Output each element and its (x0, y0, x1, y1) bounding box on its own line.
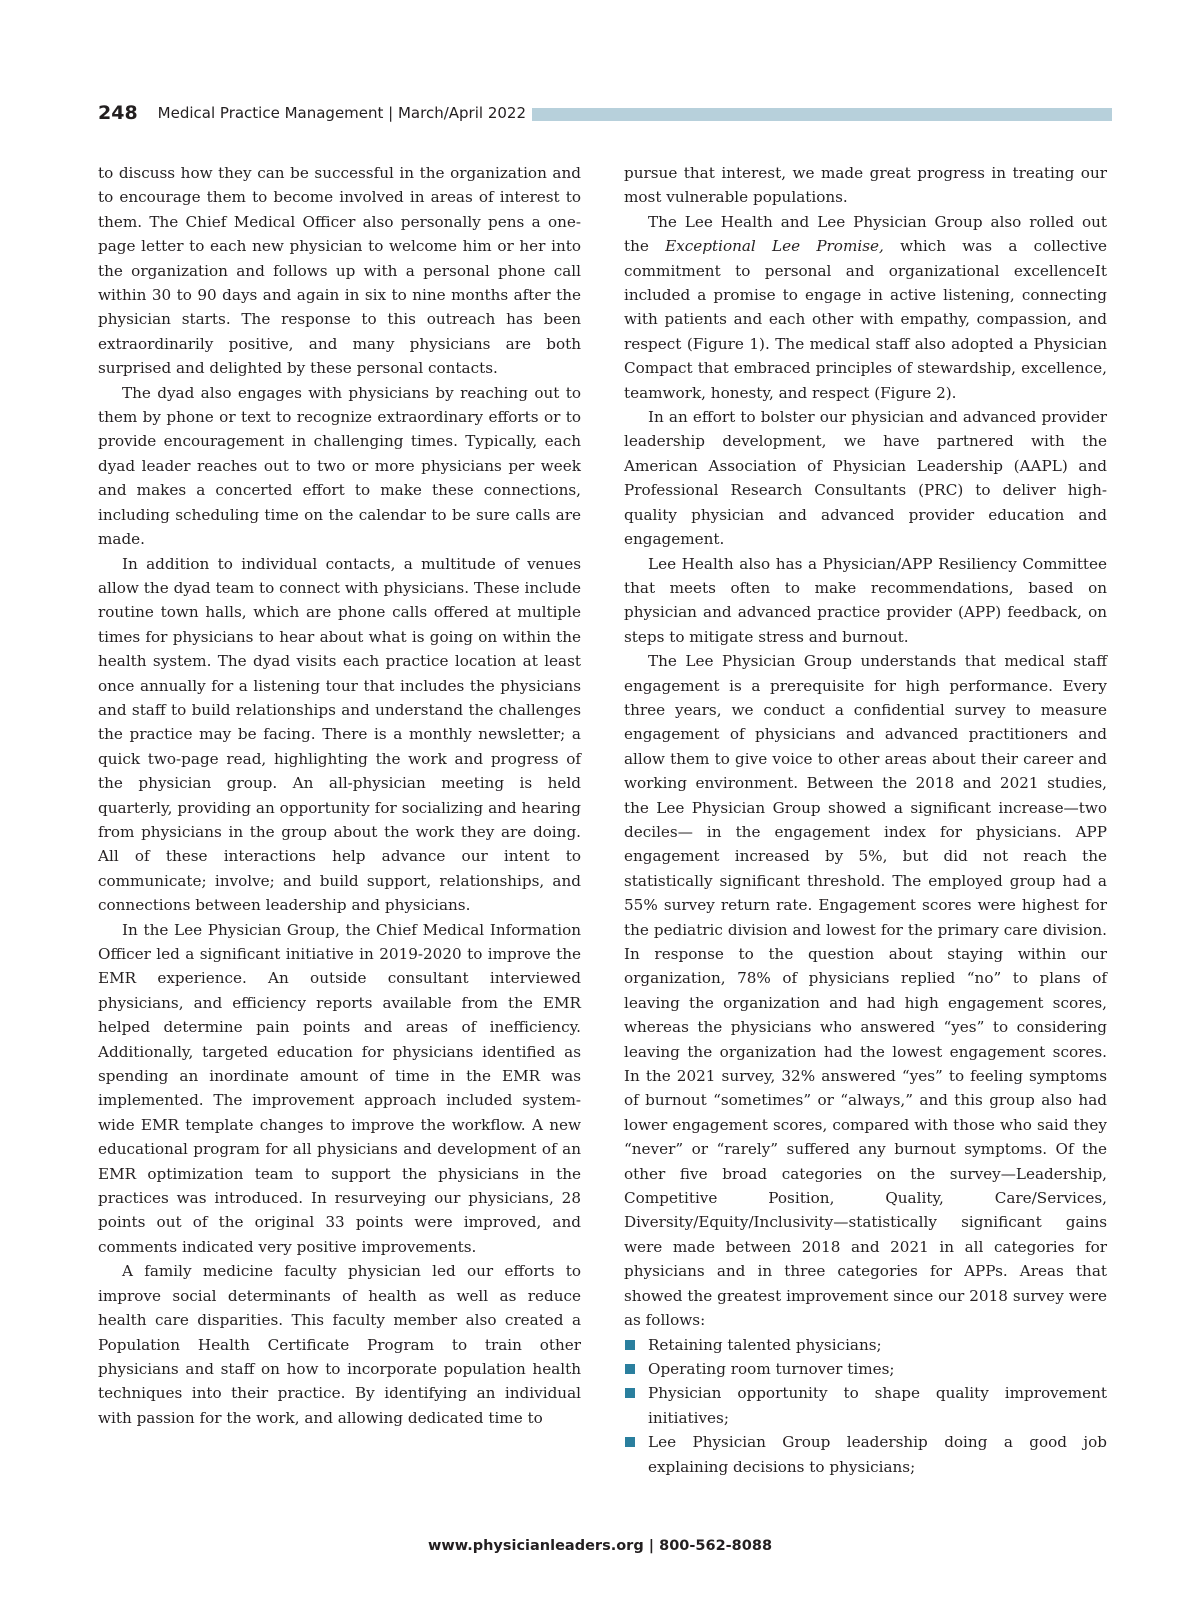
square-bullet-icon (625, 1437, 635, 1447)
list-item-text: Operating room turnover times; (648, 1359, 895, 1378)
list-item-text: Retaining talented physicians; (648, 1335, 882, 1354)
header-rule (532, 108, 1112, 121)
list-item (624, 1430, 1107, 1479)
right-column (624, 161, 1107, 1479)
page-number: 248 (98, 102, 138, 124)
right-paragraph-2-end: which was a collective commitment to personal and organizational excellenceIt included a promise to engage in active listening, connecting with patients and each other with empathy, compassion, and respect (Figure 1). The medical staff also adopted a Physician Compact that embraced principles of stewardship, excellence, teamwork, honesty, and respect (Figure 2). (624, 237, 1108, 402)
left-paragraph-2: The dyad also engages with physicians by reaching out to them by phone or text to recognize extraordinary efforts or to provide encouragement in challenging times. Typically, each dyad leader reaches out to two or more physicians per week and makes a concerted effort to make these connections, including scheduling time on the calendar to be sure calls are made. (98, 383, 581, 549)
exceptional-lee-promise-title: Exceptional Lee Promise, (665, 237, 884, 256)
right-paragraph-2-start: The Lee Health and Lee Physician Group also rolled out the (624, 212, 1107, 256)
square-bullet-icon (625, 1364, 635, 1374)
list-item-text: Lee Physician Group leadership doing a good job explaining decisions to physicians; (648, 1433, 1107, 1476)
right-paragraph-4: Lee Health also has a Physician/APP Resiliency Committee that meets often to make recommendations, based on physician and advanced practice provider (APP) feedback, on steps to mitigate stress and burnout. (624, 554, 1107, 646)
page-header (98, 98, 1112, 128)
left-column (98, 161, 581, 1430)
list-item-text: Physician opportunity to shape quality improvement initiatives; (648, 1384, 1107, 1427)
improvement-list (624, 1333, 1107, 1479)
list-item (624, 1357, 1107, 1381)
right-paragraph-5: The Lee Physician Group understands that medical staff engagement is a prerequisite for high performance. Every three years, we conduct a confidential survey to measure engagement of physicians and advanced practitioners and allow them to give voice to other areas about their career and working environment. Between the 2018 and 2021 studies, the Lee Physician Group showed a significant increase—two deciles— in the engagement index for physicians. APP engagement increased by 5%, but did not reach the statistically significant threshold. The employed group had a 55% survey return rate. Engagement scores were highest for the pediatric division and lowest for the primary care division. In response to the question about staying within our organization, 78% of physicians replied “no” to plans of leaving the organization and had high engagement scores, whereas the physicians who answered “yes” to considering leaving the organization had the lowest engagement scores. In the 2021 survey, 32% answered “yes” to feeling symptoms of burnout “sometimes” or “always,” and this group also had lower engagement scores, compared with those who said they “never” or “rarely” suffered any burnout symptoms. Of the other five broad categories on the survey—Leadership, Competitive Position, Quality, Care/Services, Diversity/Equity/Inclusivity—statistically significant gains were made between 2018 and 2021 in all categories for physicians and in three categories for APPs. Areas that showed the greatest improvement since our 2018 survey were as follows: (624, 652, 1107, 1330)
left-paragraph-4: In the Lee Physician Group, the Chief Medical Information Officer led a significant initiative in 2019-2020 to improve the EMR experience. An outside consultant interviewed physicians, and efficiency reports available from the EMR helped determine pain points and areas of inefficiency. Additionally, targeted education for physicians identified as spending an inordinate amount of time in the EMR was implemented. The improvement approach included system-wide EMR template changes to improve the workflow. A new educational program for all physicians and development of an EMR optimization team to support the physicians in the practices was introduced. In resurveying our physicians, 28 points out of the original 33 points were improved, and comments indicated very positive improvements. (98, 920, 581, 1256)
list-item (624, 1381, 1107, 1430)
page-footer: www.physicianleaders.org | 800-562-8088 (427, 1538, 773, 1554)
left-paragraph-5: A family medicine faculty physician led our efforts to improve social determinants of health as well as reduce health care disparities. This faculty member also created a Population Health Certificate Program to train other physicians and staff on how to incorporate population health techniques into their practice. By identifying an individual with passion for the work, and allowing dedicated time to (98, 1262, 581, 1427)
right-paragraph-1: pursue that interest, we made great progress in treating our most vulnerable populations. (624, 164, 1107, 207)
right-paragraph-3: In an effort to bolster our physician and advanced provider leadership development, we have partnered with the American Association of Physician Leadership (AAPL) and Professional Research Consultants (PRC) to deliver high-quality physician and advanced provider education and engagement. (624, 408, 1107, 549)
list-item (624, 1333, 1107, 1357)
right-paragraph-2 (624, 210, 1107, 405)
left-paragraph-1: to discuss how they can be successful in the organization and to encourage them to become involved in areas of interest to them. The Chief Medical Officer also personally pens a one-page letter to each new physician to welcome him or her into the organization and follows up with a personal phone call within 30 to 90 days and again in six to nine months after the physician starts. The response to this outreach has been extraordinarily positive, and many physicians are both surprised and delighted by these personal contacts. (98, 164, 581, 378)
left-paragraph-3: In addition to individual contacts, a multitude of venues allow the dyad team to connect with physicians. These include routine town halls, which are phone calls offered at multiple times for physicians to hear about what is going on within the health system. The dyad visits each practice location at least once annually for a listening tour that includes the physicians and staff to build relationships and understand the challenges the practice may be facing. There is a monthly newsletter; a quick two-page read, highlighting the work and progress of the physician group. An all-physician meeting is held quarterly, providing an opportunity for socializing and hearing from physicians in the group about the work they are doing. All of these interactions help advance our intent to communicate; involve; and build support, relationships, and connections between leadership and physicians. (98, 554, 581, 915)
square-bullet-icon (625, 1340, 635, 1350)
square-bullet-icon (625, 1388, 635, 1398)
running-title: Medical Practice Management | March/April 2022 (157, 104, 526, 122)
